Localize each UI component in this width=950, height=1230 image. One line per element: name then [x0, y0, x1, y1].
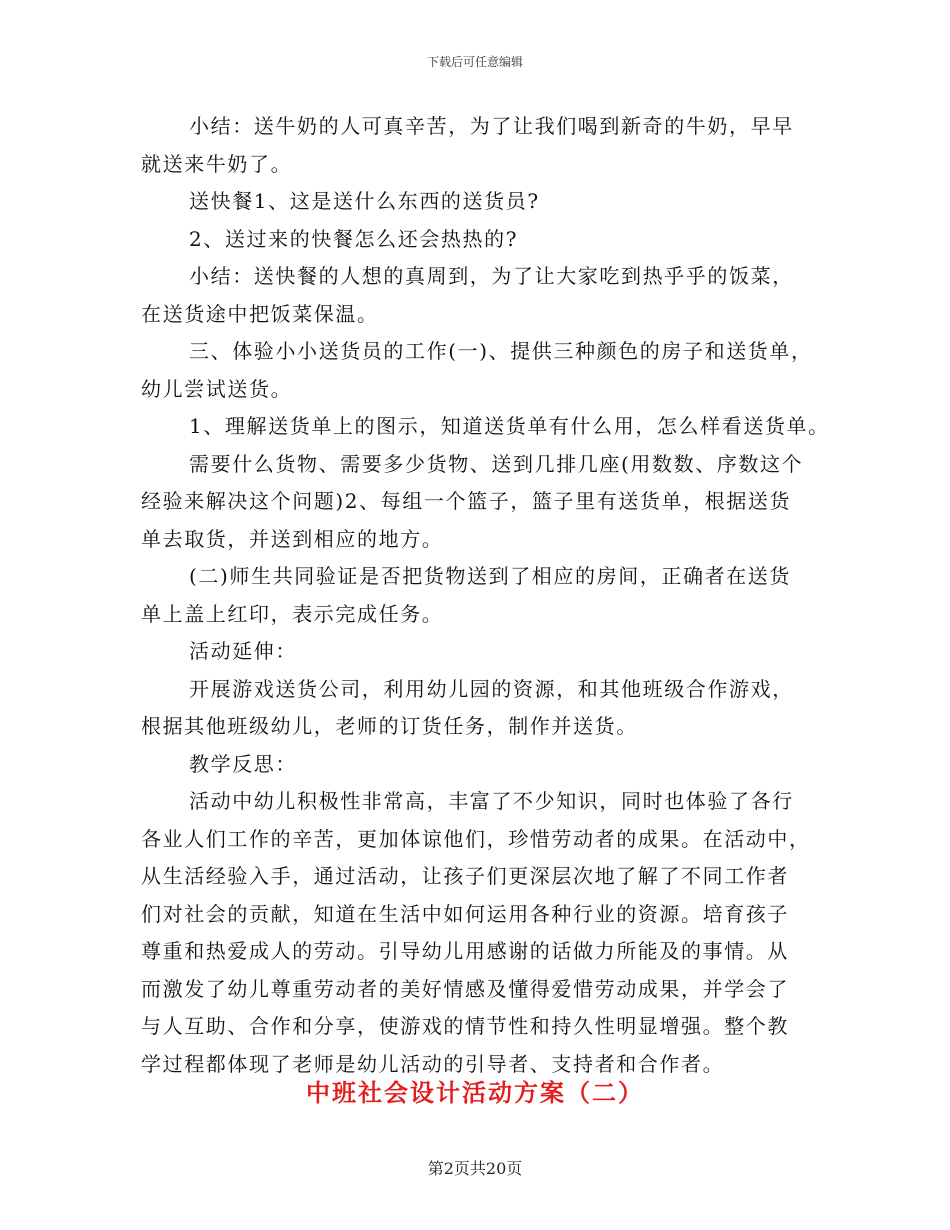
text-line: 小结：送快餐的人想的真周到，为了让大家吃到热乎乎的饭菜， — [189, 264, 794, 288]
text-line: 与人互助、合作和分享，使游戏的情节性和持久性明显增强。整个教 — [141, 1014, 789, 1038]
text-line: 而激发了幼儿尊重劳动者的美好情感及懂得爱惜劳动成果，并学会了 — [141, 976, 789, 1001]
text-line: 幼儿尝试送货。 — [141, 376, 293, 401]
text-line: 单去取货，并送到相应的地方。 — [141, 526, 444, 551]
text-line: 教学反思： — [189, 751, 297, 776]
text-line: 2、送过来的快餐怎么还会热热的? — [189, 226, 519, 251]
text-line: 各业人们工作的辛苦，更加体谅他们，珍惜劳动者的成果。在活动中， — [141, 826, 811, 851]
text-line: 活动延伸： — [189, 639, 297, 663]
text-line: 根据其他班级幼儿，老师的订货任务，制作并送货。 — [141, 714, 638, 738]
text-line: (二)师生共同验证是否把货物送到了相应的房间，正确者在送货 — [189, 564, 792, 588]
text-line: 活动中幼儿积极性非常高，丰富了不少知识，同时也体验了各行 — [189, 789, 794, 813]
section-title: 中班社会设计活动方案（二） — [306, 1079, 644, 1107]
page-header: 下载后可任意编辑 — [426, 55, 523, 69]
text-line: 从生活经验入手，通过活动，让孩子们更深层次地了解了不同工作者 — [141, 864, 789, 888]
text-line: 三、体验小小送货员的工作(一)、提供三种颜色的房子和送货单， — [189, 339, 813, 363]
text-line: 经验来解决这个问题)2、每组一个篮子，篮子里有送货单，根据送货 — [141, 489, 792, 513]
text-line: 需要什么货物、需要多少货物、送到几排几座(用数数、序数这个 — [189, 451, 804, 476]
text-line: 单上盖上红印，表示完成任务。 — [141, 601, 444, 626]
text-line: 小结：送牛奶的人可真辛苦，为了让我们喝到新奇的牛奶，早早 — [189, 114, 794, 138]
text-line: 在送货途中把饭菜保温。 — [141, 301, 379, 326]
text-line: 尊重和热爱成人的劳动。引导幼儿用感谢的话做力所能及的事情。从 — [141, 939, 789, 963]
text-line: 1、理解送货单上的图示，知道送货单有什么用，怎么样看送货单。 — [189, 414, 830, 438]
text-line: 送快餐1、这是送什么东西的送货员? — [189, 189, 540, 213]
document-body — [141, 108, 831, 1083]
text-line: 就送来牛奶了。 — [141, 151, 293, 176]
text-line: 们对社会的贡献，知道在生活中如何运用各种行业的资源。培育孩子 — [141, 901, 789, 926]
page-footer: 第2页共20页 — [427, 1159, 523, 1178]
text-line: 开展游戏送货公司，利用幼儿园的资源，和其他班级合作游戏， — [189, 676, 794, 701]
text-line: 学过程都体现了老师是幼儿活动的引导者、支持者和合作者。 — [141, 1051, 725, 1076]
